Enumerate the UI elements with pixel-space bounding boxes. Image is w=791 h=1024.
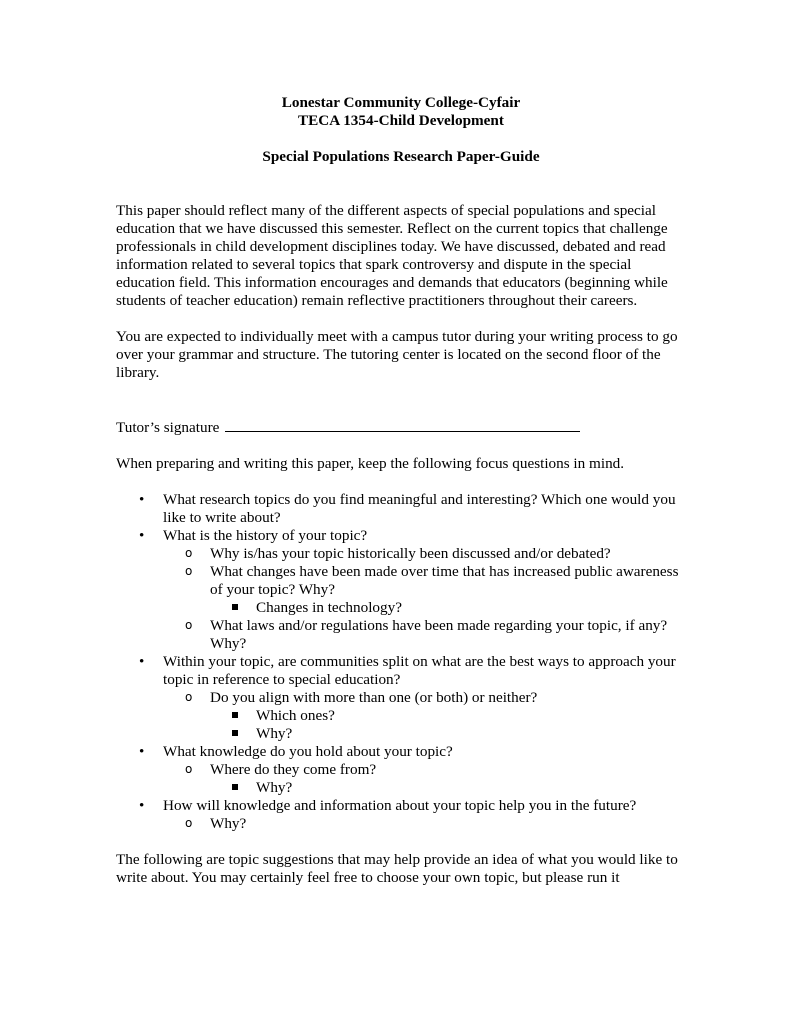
focus-intro: When preparing and writing this paper, keep the following focus questions in mind. [116,455,625,472]
question-text: What research topics do you find meaningful and interesting? Which one would you like to write about? [163,491,676,526]
bullet-marker: • [139,743,145,760]
bullet-marker: • [139,527,145,544]
sub-question-list [163,815,686,833]
detail-list [210,779,686,797]
sub-question [163,689,686,743]
square-bullet-marker [232,784,238,790]
detail-item [210,707,686,725]
question-text: What is the history of your topic? [163,527,368,544]
sub-question-text: What changes have been made over time that has increased public awareness of your topic? Why? [210,563,679,598]
detail-text: Why? [256,725,293,742]
college-name: Lonestar Community College-Cyfair [281,94,521,111]
circle-bullet-marker: o [185,690,193,704]
detail-text: Why? [256,779,293,796]
sub-question-list [163,761,686,797]
closing-paragraph: The following are topic suggestions that may help provide an idea of what you would like to write about. You may certainly feel free to choose your own topic, but please run it [116,851,678,886]
sub-question [163,761,686,797]
square-bullet-marker [232,604,238,610]
detail-text: Changes in technology? [256,599,402,616]
circle-bullet-marker: o [185,546,193,560]
detail-item [210,725,686,743]
sub-question-list [163,689,686,743]
sub-question-text: What laws and/or regulations have been made regarding your topic, if any? Why? [210,617,668,652]
signature-label: Tutor’s signature [116,419,220,436]
document-title: Special Populations Research Paper-Guide [262,148,540,165]
question-text: Within your topic, are communities split on what are the best ways to approach your topic in reference to special education? [163,653,676,688]
bullet-marker: • [139,653,145,670]
bullet-marker: • [139,491,145,508]
sub-question [163,815,686,833]
detail-item [210,599,686,617]
sub-question-text: Why? [210,815,247,832]
sub-question-text: Why is/has your topic historically been discussed and/or debated? [210,545,611,562]
square-bullet-marker [232,712,238,718]
tutor-signature-row [116,418,686,437]
square-bullet-marker [232,730,238,736]
focus-question [116,743,686,797]
detail-item [210,779,686,797]
detail-text: Which ones? [256,707,335,724]
course-name: TECA 1354-Child Development [298,112,504,129]
sub-question [163,617,686,653]
sub-question [163,563,686,617]
signature-line[interactable] [225,418,580,432]
sub-question-text: Do you align with more than one (or both) or neither? [210,689,538,706]
document-page [116,94,686,887]
document-header [116,94,686,166]
circle-bullet-marker: o [185,816,193,830]
focus-question [116,527,686,653]
sub-question [163,545,686,563]
circle-bullet-marker: o [185,762,193,776]
detail-list [210,707,686,743]
question-text: How will knowledge and information about your topic help you in the future? [163,797,637,814]
focus-questions-list [116,491,686,833]
question-text: What knowledge do you hold about your topic? [163,743,453,760]
sub-question-text: Where do they come from? [210,761,377,778]
focus-question [116,653,686,743]
detail-list [210,599,686,617]
circle-bullet-marker: o [185,618,193,632]
focus-question [116,491,686,527]
bullet-marker: • [139,797,145,814]
tutor-paragraph: You are expected to individually meet with a campus tutor during your writing process to go over your grammar and structure. The tutoring center is located on the second floor of the library. [116,328,678,381]
circle-bullet-marker: o [185,564,193,578]
focus-question [116,797,686,833]
sub-question-list [163,545,686,653]
intro-paragraph: This paper should reflect many of the different aspects of special populations and special education that we have discussed this semester. Reflect on the current topics that challenge professionals in child development disciplines today. We have discussed, debated and read information related to several topics that spark controversy and dispute in the special education field. This information encourages and demands that educators (beginning while students of teacher education) remain reflective practitioners throughout their careers. [116,202,668,309]
